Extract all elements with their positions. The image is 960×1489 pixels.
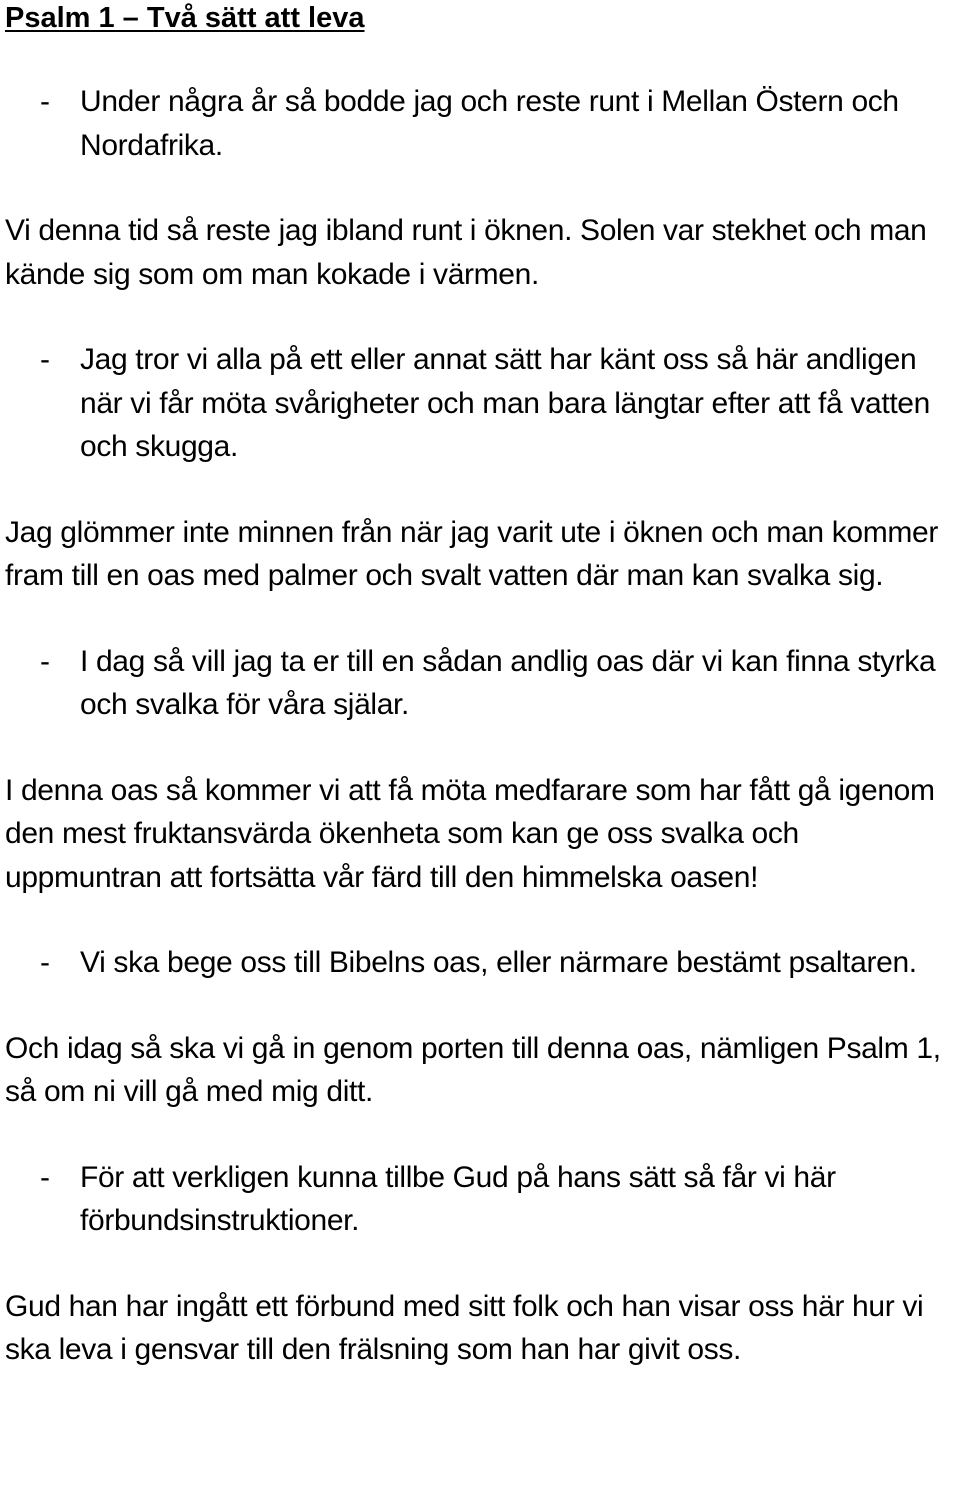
dash-bullet: - bbox=[40, 644, 50, 678]
bullet-paragraph bbox=[5, 640, 956, 727]
bullet-paragraph bbox=[5, 338, 956, 469]
dash-bullet: - bbox=[40, 343, 50, 376]
body-paragraph: Vi denna tid så reste jag ibland runt i öknen. Solen var stekhet och man kände sig som om man kokade i värmen. bbox=[5, 214, 927, 291]
paragraph-text: För att verkligen kunna tillbe Gud på hans sätt så får vi här förbundsinstruktioner. bbox=[80, 1160, 836, 1237]
bullet-paragraph bbox=[5, 941, 956, 985]
paragraph-text: Under några år så bodde jag och reste runt i Mellan Östern och Nordafrika. bbox=[80, 85, 899, 162]
body-paragraph: Gud han har ingått ett förbund med sitt folk och han visar oss här hur vi ska leva i gensvar till den frälsning som han har givit oss. bbox=[5, 1289, 924, 1366]
body-paragraph: Jag glömmer inte minnen från när jag varit ute i öknen och man kommer fram till en oas med palmer och svalt vatten där man kan svalka sig. bbox=[5, 515, 938, 592]
body-paragraph: I denna oas så kommer vi att få möta medfarare som har fått gå igenom den mest fruktansvärda ökenheta som kan ge oss svalka och uppmuntran att fortsätta vår färd till den himmelska oasen! bbox=[5, 773, 935, 894]
paragraph-text: Vi ska bege oss till Bibelns oas, eller närmare bestämt psaltaren. bbox=[80, 946, 917, 979]
body-paragraph: Och idag så ska vi gå in genom porten till denna oas, nämligen Psalm 1, så om ni vill gå med mig ditt. bbox=[5, 1031, 941, 1108]
dash-bullet: - bbox=[40, 1160, 50, 1194]
dash-bullet: - bbox=[40, 85, 50, 118]
page-title: Psalm 1 – Två sätt att leva bbox=[5, 2, 365, 34]
paragraph-text: I dag så vill jag ta er till en sådan andlig oas där vi kan finna styrka och svalka för våra själar. bbox=[80, 644, 936, 721]
paragraph-text: Jag tror vi alla på ett eller annat sätt har känt oss så här andligen när vi får möta svårigheter och man bara längtar efter att få vatten och skugga. bbox=[80, 343, 930, 463]
bullet-paragraph bbox=[5, 1156, 956, 1243]
dash-bullet: - bbox=[40, 946, 50, 979]
bullet-paragraph bbox=[5, 80, 956, 167]
